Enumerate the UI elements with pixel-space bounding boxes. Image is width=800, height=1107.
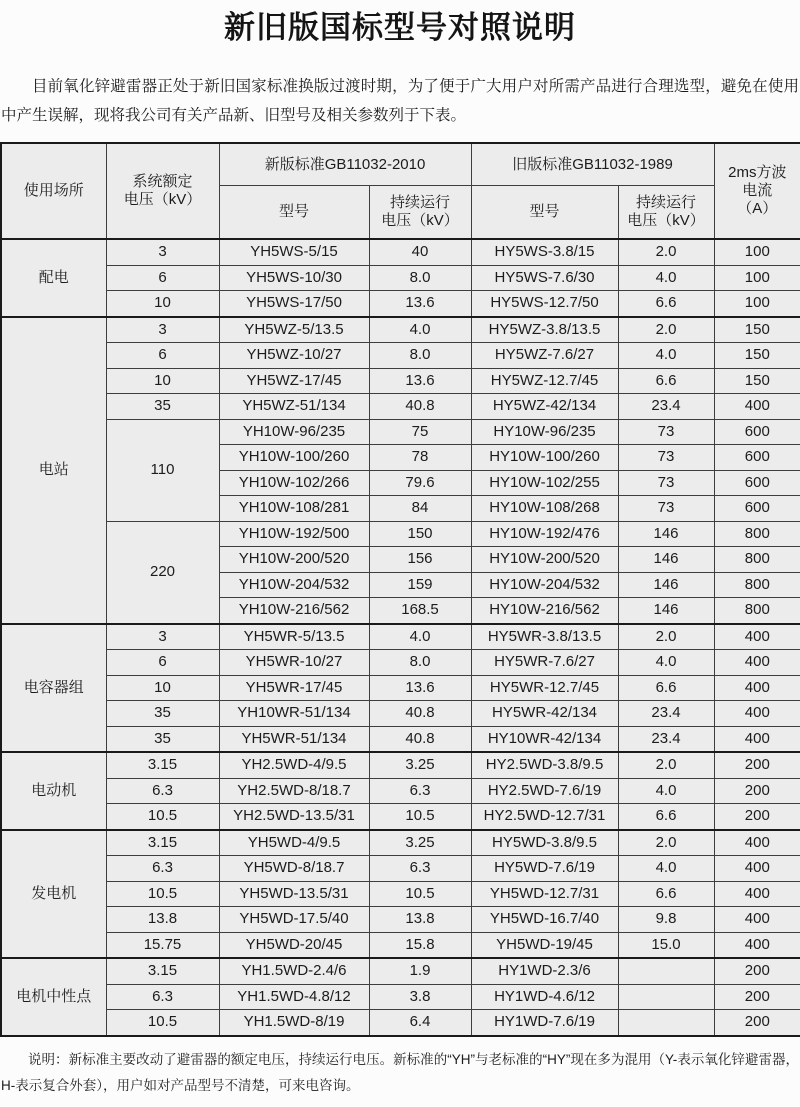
old-model-cell: HY10W-192/476: [471, 521, 618, 547]
new-model-cell: YH10W-216/562: [219, 598, 369, 624]
footnote: 说明：新标准主要改动了避雷器的额定电压，持续运行电压。新标准的“YH”与老标准的“HY”现在多为混用（Y-表示氧化锌避雷器，H-表示复合外套），用户如对产品型号不清楚，可来电咨询。: [1, 1051, 799, 1093]
current-2ms-cell: 200: [714, 752, 800, 778]
new-model-cell: YH10W-102/266: [219, 470, 369, 496]
old-cov-cell: [618, 958, 714, 984]
current-2ms-cell: 400: [714, 726, 800, 752]
new-cov-cell: 10.5: [369, 804, 471, 830]
new-cov-cell: 4.0: [369, 624, 471, 650]
new-cov-cell: 159: [369, 572, 471, 598]
header-new-standard-group: 新版标准GB11032-2010: [219, 143, 471, 186]
current-2ms-cell: 600: [714, 496, 800, 522]
table-row: [1, 291, 800, 317]
table-row: [1, 752, 800, 778]
header-cov-new: [369, 186, 471, 240]
system-voltage-cell: 110: [106, 419, 219, 521]
current-2ms-cell: 400: [714, 624, 800, 650]
new-model-cell: YH5WD-13.5/31: [219, 881, 369, 907]
new-model-cell: YH10W-192/500: [219, 521, 369, 547]
table-row: [1, 804, 800, 830]
system-voltage-cell: 10: [106, 291, 219, 317]
header-system-voltage-line2: 电压（kV）: [123, 191, 202, 208]
table-row: [1, 419, 800, 445]
system-voltage-cell: 35: [106, 701, 219, 727]
system-voltage-cell: 10.5: [106, 1010, 219, 1036]
header-usage: 使用场所: [1, 143, 106, 239]
new-model-cell: YH5WZ-51/134: [219, 394, 369, 420]
old-model-cell: HY5WD-7.6/19: [471, 856, 618, 882]
system-voltage-cell: 3.15: [106, 752, 219, 778]
old-model-cell: HY10WR-42/134: [471, 726, 618, 752]
old-cov-cell: 23.4: [618, 394, 714, 420]
old-cov-cell: 6.6: [618, 291, 714, 317]
table-row: [1, 830, 800, 856]
current-2ms-cell: 200: [714, 804, 800, 830]
old-cov-cell: [618, 984, 714, 1010]
new-cov-cell: 4.0: [369, 317, 471, 343]
current-2ms-cell: 200: [714, 958, 800, 984]
old-cov-cell: 146: [618, 547, 714, 573]
old-cov-cell: 4.0: [618, 650, 714, 676]
system-voltage-cell: 6.3: [106, 984, 219, 1010]
old-model-cell: HY5WZ-42/134: [471, 394, 618, 420]
comparison-table-body: [1, 239, 800, 1036]
system-voltage-cell: 3.15: [106, 830, 219, 856]
old-model-cell: HY5WZ-7.6/27: [471, 343, 618, 369]
current-2ms-cell: 100: [714, 291, 800, 317]
table-row: [1, 368, 800, 394]
table-row: [1, 726, 800, 752]
new-model-cell: YH5WD-20/45: [219, 932, 369, 958]
current-2ms-cell: 200: [714, 778, 800, 804]
system-voltage-cell: 6.3: [106, 856, 219, 882]
old-model-cell: HY5WR-12.7/45: [471, 675, 618, 701]
old-cov-cell: 73: [618, 470, 714, 496]
new-model-cell: YH5WS-17/50: [219, 291, 369, 317]
current-2ms-cell: 400: [714, 675, 800, 701]
system-voltage-cell: 10: [106, 368, 219, 394]
old-model-cell: HY10W-204/532: [471, 572, 618, 598]
current-2ms-cell: 400: [714, 881, 800, 907]
usage-cell: 配电: [1, 239, 106, 317]
new-model-cell: YH10W-204/532: [219, 572, 369, 598]
header-cov-old: [618, 186, 714, 240]
old-cov-cell: 73: [618, 496, 714, 522]
system-voltage-cell: 3.15: [106, 958, 219, 984]
old-cov-cell: 73: [618, 445, 714, 471]
table-row: [1, 907, 800, 933]
usage-cell: 电容器组: [1, 624, 106, 753]
table-row: [1, 1010, 800, 1036]
usage-cell: 电站: [1, 317, 106, 624]
new-model-cell: YH5WR-5/13.5: [219, 624, 369, 650]
old-cov-cell: 23.4: [618, 701, 714, 727]
new-cov-cell: 78: [369, 445, 471, 471]
old-model-cell: HY10W-216/562: [471, 598, 618, 624]
old-model-cell: YH5WD-16.7/40: [471, 907, 618, 933]
new-model-cell: YH1.5WD-8/19: [219, 1010, 369, 1036]
system-voltage-cell: 6: [106, 650, 219, 676]
new-model-cell: YH10WR-51/134: [219, 701, 369, 727]
header-row-groups: [1, 143, 800, 186]
current-2ms-cell: 600: [714, 445, 800, 471]
old-cov-cell: 2.0: [618, 624, 714, 650]
old-cov-cell: 9.8: [618, 907, 714, 933]
table-row: [1, 521, 800, 547]
current-2ms-cell: 150: [714, 317, 800, 343]
old-model-cell: HY5WZ-12.7/45: [471, 368, 618, 394]
new-cov-cell: 8.0: [369, 650, 471, 676]
header-cov-old-line2: 电压（kV）: [627, 212, 705, 229]
table-header: [1, 143, 800, 239]
page-title: 新旧版国标型号对照说明: [224, 10, 576, 45]
old-model-cell: HY5WS-7.6/30: [471, 265, 618, 291]
system-voltage-cell: 35: [106, 726, 219, 752]
old-cov-cell: 4.0: [618, 265, 714, 291]
current-2ms-cell: 400: [714, 394, 800, 420]
table-row: [1, 239, 800, 265]
current-2ms-cell: 600: [714, 419, 800, 445]
old-model-cell: HY2.5WD-3.8/9.5: [471, 752, 618, 778]
header-system-voltage-line1: 系统额定: [132, 173, 193, 190]
table-row: [1, 265, 800, 291]
new-cov-cell: 15.8: [369, 932, 471, 958]
new-model-cell: YH2.5WD-13.5/31: [219, 804, 369, 830]
current-2ms-cell: 800: [714, 547, 800, 573]
old-model-cell: HY10W-96/235: [471, 419, 618, 445]
current-2ms-cell: 800: [714, 598, 800, 624]
old-cov-cell: 6.6: [618, 804, 714, 830]
new-model-cell: YH2.5WD-4/9.5: [219, 752, 369, 778]
system-voltage-cell: 10.5: [106, 804, 219, 830]
current-2ms-cell: 100: [714, 239, 800, 265]
table-row: [1, 856, 800, 882]
new-model-cell: YH5WD-8/18.7: [219, 856, 369, 882]
table-row: [1, 343, 800, 369]
old-model-cell: YH5WD-19/45: [471, 932, 618, 958]
table-row: [1, 984, 800, 1010]
new-cov-cell: 40.8: [369, 701, 471, 727]
current-2ms-cell: 400: [714, 650, 800, 676]
system-voltage-cell: 6: [106, 265, 219, 291]
new-model-cell: YH5WZ-17/45: [219, 368, 369, 394]
old-model-cell: HY5WS-3.8/15: [471, 239, 618, 265]
current-2ms-cell: 150: [714, 343, 800, 369]
new-cov-cell: 6.3: [369, 778, 471, 804]
old-model-cell: HY5WR-7.6/27: [471, 650, 618, 676]
system-voltage-cell: 3: [106, 317, 219, 343]
old-model-cell: HY2.5WD-12.7/31: [471, 804, 618, 830]
new-cov-cell: 1.9: [369, 958, 471, 984]
header-2ms-current-line1: 2ms方波: [728, 164, 787, 181]
old-model-cell: HY5WD-3.8/9.5: [471, 830, 618, 856]
header-cov-old-line1: 持续运行: [636, 194, 697, 211]
current-2ms-cell: 100: [714, 265, 800, 291]
new-model-cell: YH5WS-10/30: [219, 265, 369, 291]
old-cov-cell: 73: [618, 419, 714, 445]
table-row: [1, 778, 800, 804]
new-model-cell: YH5WZ-10/27: [219, 343, 369, 369]
table-row: [1, 932, 800, 958]
old-cov-cell: 4.0: [618, 856, 714, 882]
new-cov-cell: 75: [369, 419, 471, 445]
old-model-cell: HY10W-102/255: [471, 470, 618, 496]
old-cov-cell: 2.0: [618, 317, 714, 343]
new-model-cell: YH1.5WD-4.8/12: [219, 984, 369, 1010]
new-cov-cell: 3.25: [369, 752, 471, 778]
new-cov-cell: 40.8: [369, 726, 471, 752]
new-model-cell: YH10W-200/520: [219, 547, 369, 573]
current-2ms-cell: 200: [714, 1010, 800, 1036]
old-model-cell: HY5WS-12.7/50: [471, 291, 618, 317]
intro-paragraph: 目前氧化锌避雷器正处于新旧国家标准换版过渡时期，为了便于广大用户对所需产品进行合理选型，避免在使用中产生误解，现将我公司有关产品新、旧型号及相关参数列于下表。: [1, 78, 799, 124]
old-cov-cell: 4.0: [618, 343, 714, 369]
current-2ms-cell: 150: [714, 368, 800, 394]
table-row: [1, 958, 800, 984]
new-cov-cell: 79.6: [369, 470, 471, 496]
new-cov-cell: 13.6: [369, 675, 471, 701]
usage-cell: 电动机: [1, 752, 106, 830]
system-voltage-cell: 3: [106, 624, 219, 650]
new-model-cell: YH1.5WD-2.4/6: [219, 958, 369, 984]
old-model-cell: HY10W-108/268: [471, 496, 618, 522]
system-voltage-cell: 13.8: [106, 907, 219, 933]
new-cov-cell: 156: [369, 547, 471, 573]
new-model-cell: YH5WZ-5/13.5: [219, 317, 369, 343]
new-cov-cell: 8.0: [369, 265, 471, 291]
new-model-cell: YH5WR-10/27: [219, 650, 369, 676]
table-row: [1, 650, 800, 676]
new-cov-cell: 3.8: [369, 984, 471, 1010]
old-cov-cell: 4.0: [618, 778, 714, 804]
new-cov-cell: 40.8: [369, 394, 471, 420]
header-2ms-current-line2: 电流: [742, 182, 773, 199]
table-row: [1, 317, 800, 343]
new-cov-cell: 10.5: [369, 881, 471, 907]
old-model-cell: YH5WD-12.7/31: [471, 881, 618, 907]
new-cov-cell: 40: [369, 239, 471, 265]
new-model-cell: YH5WS-5/15: [219, 239, 369, 265]
current-2ms-cell: 200: [714, 984, 800, 1010]
system-voltage-cell: 6.3: [106, 778, 219, 804]
old-cov-cell: 6.6: [618, 675, 714, 701]
old-model-cell: HY1WD-4.6/12: [471, 984, 618, 1010]
document-page: [0, 8, 800, 1107]
old-cov-cell: 146: [618, 572, 714, 598]
new-cov-cell: 13.6: [369, 291, 471, 317]
header-cov-new-line1: 持续运行: [390, 194, 451, 211]
new-model-cell: YH5WD-4/9.5: [219, 830, 369, 856]
old-model-cell: HY5WZ-3.8/13.5: [471, 317, 618, 343]
new-cov-cell: 3.25: [369, 830, 471, 856]
header-model-old: 型号: [471, 186, 618, 240]
system-voltage-cell: 10: [106, 675, 219, 701]
new-model-cell: YH5WR-51/134: [219, 726, 369, 752]
current-2ms-cell: 600: [714, 470, 800, 496]
old-cov-cell: 23.4: [618, 726, 714, 752]
old-cov-cell: 6.6: [618, 881, 714, 907]
header-model-new: 型号: [219, 186, 369, 240]
system-voltage-cell: 35: [106, 394, 219, 420]
old-cov-cell: 146: [618, 598, 714, 624]
table-row: [1, 701, 800, 727]
new-model-cell: YH10W-100/260: [219, 445, 369, 471]
system-voltage-cell: 15.75: [106, 932, 219, 958]
old-cov-cell: 2.0: [618, 752, 714, 778]
new-cov-cell: 150: [369, 521, 471, 547]
new-cov-cell: 168.5: [369, 598, 471, 624]
old-cov-cell: 15.0: [618, 932, 714, 958]
table-row: [1, 881, 800, 907]
new-model-cell: YH10W-96/235: [219, 419, 369, 445]
old-model-cell: HY5WR-42/134: [471, 701, 618, 727]
old-model-cell: HY1WD-2.3/6: [471, 958, 618, 984]
new-model-cell: YH2.5WD-8/18.7: [219, 778, 369, 804]
header-2ms-current: [714, 143, 800, 239]
new-cov-cell: 8.0: [369, 343, 471, 369]
current-2ms-cell: 400: [714, 932, 800, 958]
current-2ms-cell: 400: [714, 830, 800, 856]
new-cov-cell: 13.6: [369, 368, 471, 394]
new-model-cell: YH5WD-17.5/40: [219, 907, 369, 933]
header-cov-new-line2: 电压（kV）: [381, 212, 459, 229]
header-old-standard-group: 旧版标准GB11032-1989: [471, 143, 714, 186]
comparison-table: [0, 142, 800, 1037]
system-voltage-cell: 10.5: [106, 881, 219, 907]
current-2ms-cell: 800: [714, 572, 800, 598]
table-row: [1, 394, 800, 420]
current-2ms-cell: 800: [714, 521, 800, 547]
old-cov-cell: 6.6: [618, 368, 714, 394]
header-2ms-current-line3: （A）: [737, 200, 778, 217]
old-cov-cell: 2.0: [618, 239, 714, 265]
table-row: [1, 675, 800, 701]
new-model-cell: YH10W-108/281: [219, 496, 369, 522]
new-cov-cell: 84: [369, 496, 471, 522]
system-voltage-cell: 3: [106, 239, 219, 265]
old-model-cell: HY2.5WD-7.6/19: [471, 778, 618, 804]
old-model-cell: HY10W-200/520: [471, 547, 618, 573]
current-2ms-cell: 400: [714, 907, 800, 933]
old-cov-cell: 146: [618, 521, 714, 547]
new-cov-cell: 13.8: [369, 907, 471, 933]
table-row: [1, 624, 800, 650]
current-2ms-cell: 400: [714, 856, 800, 882]
usage-cell: 电机中性点: [1, 958, 106, 1036]
old-model-cell: HY1WD-7.6/19: [471, 1010, 618, 1036]
new-model-cell: YH5WR-17/45: [219, 675, 369, 701]
old-cov-cell: [618, 1010, 714, 1036]
old-cov-cell: 2.0: [618, 830, 714, 856]
current-2ms-cell: 400: [714, 701, 800, 727]
old-model-cell: HY5WR-3.8/13.5: [471, 624, 618, 650]
new-cov-cell: 6.3: [369, 856, 471, 882]
system-voltage-cell: 220: [106, 521, 219, 624]
system-voltage-cell: 6: [106, 343, 219, 369]
new-cov-cell: 6.4: [369, 1010, 471, 1036]
old-model-cell: HY10W-100/260: [471, 445, 618, 471]
usage-cell: 发电机: [1, 830, 106, 959]
header-system-voltage: [106, 143, 219, 239]
